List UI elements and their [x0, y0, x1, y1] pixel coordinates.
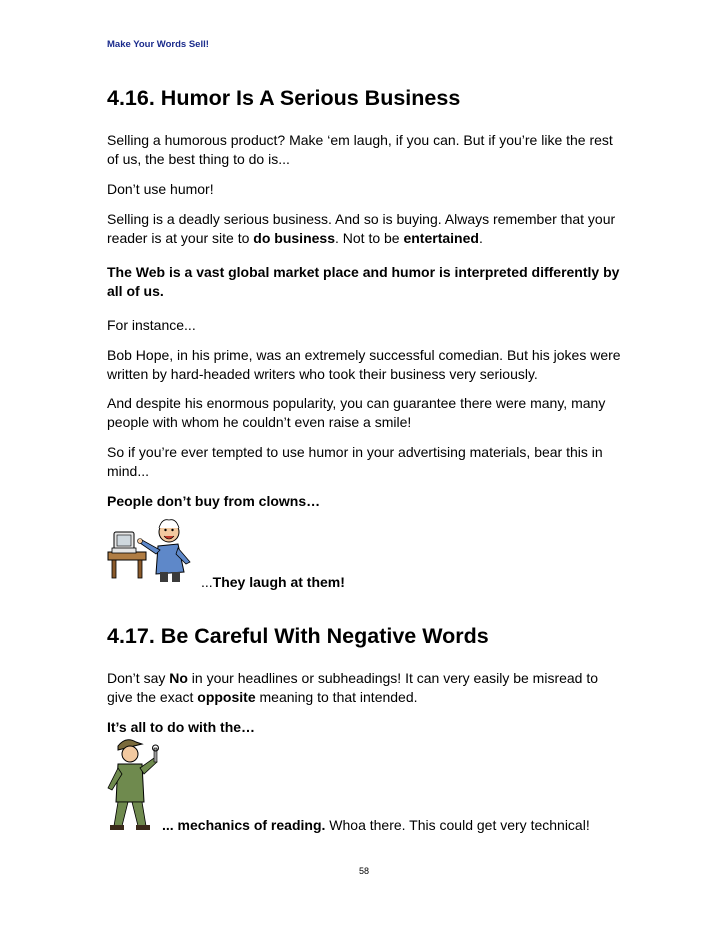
- section-heading-4-17: 4.17. Be Careful With Negative Words: [107, 624, 489, 648]
- bold-paragraph: The Web is a vast global market place and humor is interpreted differently by all of us.: [107, 264, 620, 299]
- bold-paragraph: It’s all to do with the…: [107, 719, 256, 735]
- paragraph: Selling is a deadly serious business. And so is buying. Always remember that your reader is at your site to do business. Not to be entertained.: [107, 211, 616, 246]
- comedian-computer-illustration: [106, 512, 202, 582]
- bold-paragraph: People don’t buy from clowns…: [107, 493, 321, 509]
- paragraph: Don’t use humor!: [107, 181, 214, 197]
- running-header: Make Your Words Sell!: [107, 39, 209, 50]
- paragraph: For instance...: [107, 317, 196, 333]
- illustration-caption: ... mechanics of reading. Whoa there. This could get very technical!: [162, 817, 590, 833]
- paragraph: Bob Hope, in his prime, was an extremely successful comedian. But his jokes were written by hard-headed writers who took their business very seriously.: [107, 347, 621, 382]
- paragraph: Selling a humorous product? Make ‘em laugh, if you can. But if you’re like the rest of us, the best thing to do is...: [107, 132, 613, 167]
- paragraph: And despite his enormous popularity, you can guarantee there were many, many people with whom he couldn’t even raise a smile!: [107, 395, 606, 430]
- paragraph: So if you’re ever tempted to use humor in your advertising materials, bear this in mind...: [107, 444, 603, 479]
- illustration-caption: ...They laugh at them!: [201, 574, 345, 590]
- paragraph: Don’t say No in your headlines or subheadings! It can very easily be misread to give the exact opposite meaning to that intended.: [107, 670, 599, 705]
- section-heading-4-16: 4.16. Humor Is A Serious Business: [107, 86, 461, 110]
- page-number: 58: [358, 866, 369, 876]
- mechanic-illustration: [104, 736, 166, 832]
